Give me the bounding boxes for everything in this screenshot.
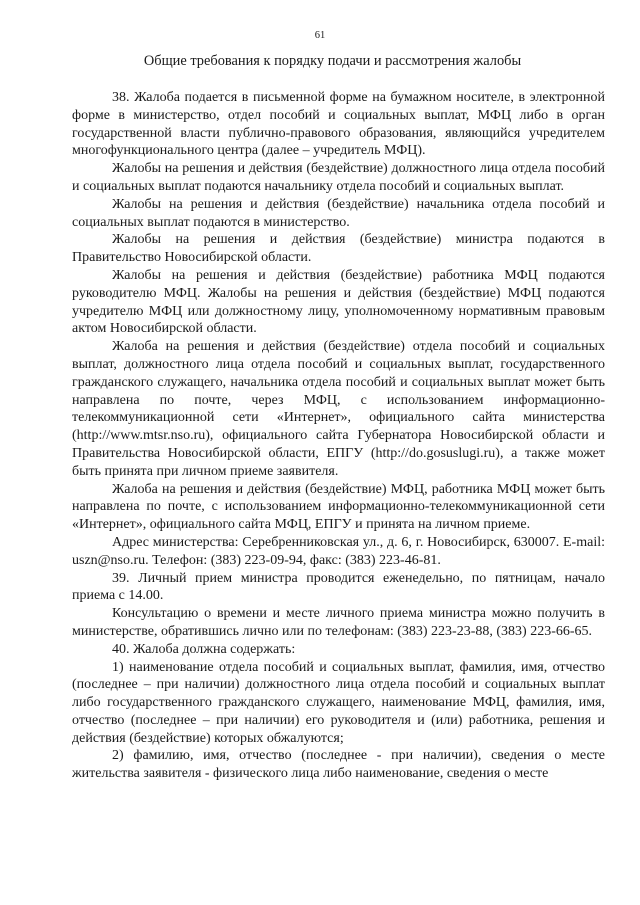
paragraph: Адрес министерства: Серебренниковская ул., д. 6, г. Новосибирск, 630007. E-mail: uszn@nso.ru. Телефон: (383) 223-09-94, факс: (383) 223-46-81. [72,534,605,568]
paragraph: 39. Личный прием министра проводится еженедельно, по пятницам, начало приема с 14.00. [72,570,605,604]
paragraph: Консультацию о времени и месте личного приема министра можно получить в министерстве, обратившись лично или по телефонам: (383) 223-23-88, (383) 223-66-65. [72,606,605,639]
section-title: Общие требования к порядку подачи и рассмотрения жалобы [143,53,522,69]
paragraph: 1) наименование отдела пособий и социальных выплат, фамилия, имя, отчество (последнее – при наличии) должностного лица отдела пособий и социальных выплат либо государственного гражданского служащего, наименование МФЦ, фамилия, имя, отчество (последнее – при наличии) его руководителя и (или) работника, решения и действия (бездействие) которых обжалуются; [72,659,605,746]
paragraph: 40. Жалоба должна содержать: [112,641,296,657]
paragraph: Жалоба на решения и действия (бездействие) отдела пособий и социальных выплат, должностного лица отдела пособий и социальных выплат, государственного гражданского служащего, начальника отдела пособий и социальных выплат может быть направлена по почте, через МФЦ, с использованием информационно-телекоммуникационной сети «Интернет», официального сайта министерства (http://www.mtsr.nso.ru), официального сайта Губернатора Новосибирской области и Правительства Новосибирской области, ЕПГУ (http://do.gosuslugi.ru), а также может быть принята при личном приеме заявителя. [72,339,605,479]
paragraph: Жалоба на решения и действия (бездействие) МФЦ, работника МФЦ может быть направлена по почте, с использованием информационно-телекоммуникационной сети «Интернет», официального сайта МФЦ, ЕПГУ и принята на личном приеме. [72,481,605,533]
paragraph: Жалобы на решения и действия (бездействие) работника МФЦ подаются руководителю МФЦ. Жалобы на решения и действия (бездействие) МФЦ подаются учредителю МФЦ или должностному лицу, уполномоченному нормативным правовым актом Новосибирской области. [72,267,605,337]
paragraph: 38. Жалоба подается в письменной форме на бумажном носителе, в электронной форме в министерство, отдел пособий и социальных выплат, МФЦ либо в орган государственной власти публично-правового образования, являющийся учредителем многофункционального центра (далее – учредитель МФЦ). [72,90,605,159]
document-body [72,89,605,783]
page-number: 61 [314,30,326,41]
paragraph: 2) фамилию, имя, отчество (последнее - при наличии), сведения о месте жительства заявителя - физического лица либо наименование, сведения о месте [72,748,605,782]
paragraph: Жалобы на решения и действия (бездействие) министра подаются в Правительство Новосибирской области. [72,232,605,266]
paragraph: Жалобы на решения и действия (бездействие) должностного лица отдела пособий и социальных выплат подаются начальнику отдела пособий и социальных выплат. [72,161,605,194]
paragraph: Жалобы на решения и действия (бездействие) начальника отдела пособий и социальных выплат подаются в министерство. [72,196,605,230]
